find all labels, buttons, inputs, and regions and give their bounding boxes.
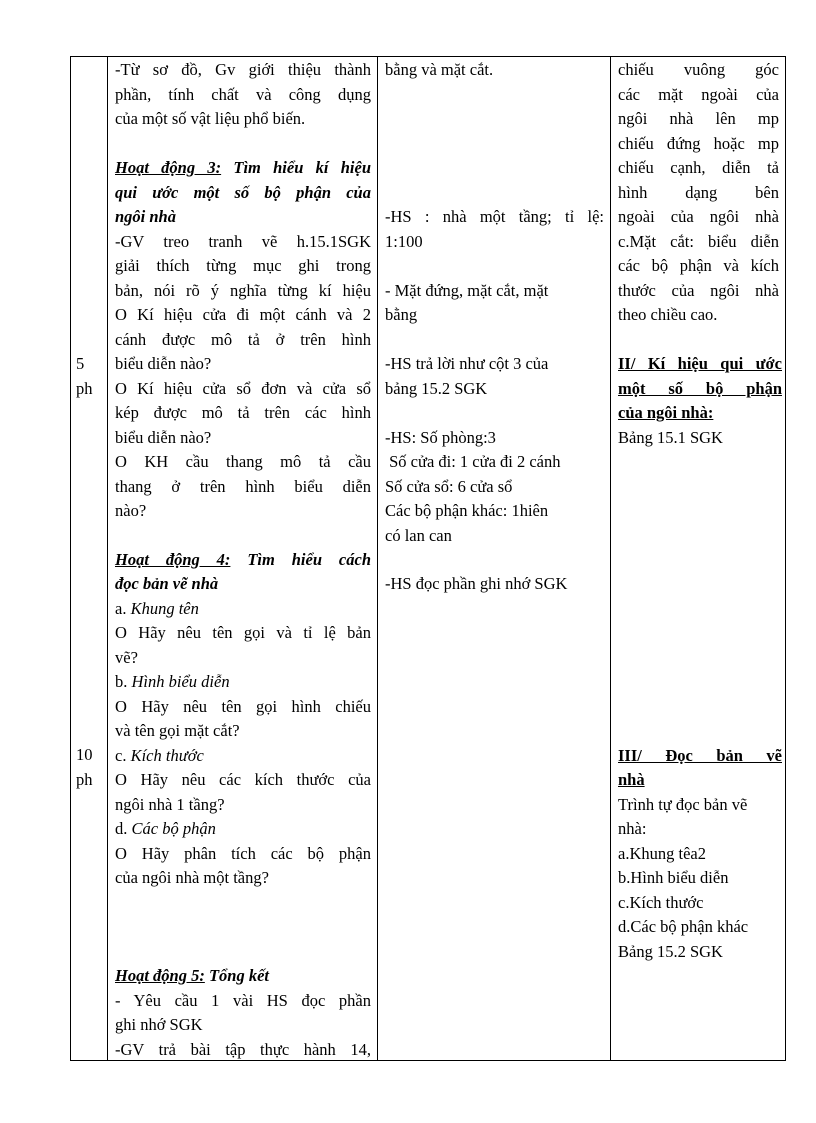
text-line: của ngôi nhà một tầng? [115, 868, 269, 887]
sub-heading-label: Khung tên [130, 599, 199, 618]
text-line: 1:100 [385, 232, 423, 251]
time-cell: 5 [76, 354, 85, 373]
activity-3-heading: ngôi nhà [115, 207, 176, 226]
activity-5-heading [115, 964, 269, 989]
text-line: có lan can [385, 526, 452, 545]
activity-3-title: Tìm hiểu kí hiệu [221, 158, 371, 177]
activity-4-title: Tìm hiểu cách [230, 550, 371, 569]
text-line: Số cửa sổ: 6 cửa sổ [385, 477, 513, 496]
column-divider [610, 56, 611, 1061]
text-line: bằng và mặt cắt. [385, 60, 494, 79]
text-line: thang ở trên hình biểu diễn [115, 477, 371, 496]
sub-heading-prefix: d. [115, 819, 132, 838]
text-line: d.Các bộ phận khác [618, 917, 749, 936]
activity-4-heading [115, 548, 371, 573]
column-divider [377, 56, 378, 1061]
text-line: ngoài của ngôi nhà [618, 207, 779, 226]
text-line: a.Khung têa2 [618, 844, 706, 863]
text-line: - Yêu cầu 1 vài HS đọc phần [115, 991, 371, 1010]
sub-heading-prefix: a. [115, 599, 131, 618]
text-line: -GV trả bài tập thực hành 14, [115, 1040, 371, 1059]
text-line: bảng 15.2 SGK [385, 379, 488, 398]
section-2-heading: của ngôi nhà: [618, 403, 714, 422]
text-line: ngôi nhà 1 tầng? [115, 795, 225, 814]
activity-4-heading: đọc bản vẽ nhà [115, 574, 219, 593]
sub-heading-label: Hình biểu diễn [131, 672, 230, 691]
text-line: nhà: [618, 819, 647, 838]
text-line: theo chiều cao. [618, 305, 718, 324]
sub-heading-label: Các bộ phận [131, 819, 216, 838]
text-line: -HS đọc phần ghi nhớ SGK [385, 574, 568, 593]
column-divider [107, 56, 108, 1061]
text-line: -HS trả lời như cột 3 của [385, 354, 549, 373]
activity-3-heading [115, 156, 371, 181]
text-line: nào? [115, 501, 147, 520]
time-cell: ph [76, 379, 93, 398]
text-line: vẽ? [115, 648, 138, 667]
table-right-border [785, 56, 786, 1061]
text-line: Các bộ phận khác: 1hiên [385, 501, 549, 520]
text-line: biểu diễn nào? [115, 354, 212, 373]
text-line: các mặt ngoài của [618, 85, 779, 104]
text-line: chiếu vuông góc [618, 60, 779, 79]
sub-heading-label: Kích thước [130, 746, 204, 765]
sub-heading-prefix: c. [115, 746, 131, 765]
text-line: c.Kích thước [618, 893, 704, 912]
text-line: ghi nhớ SGK [115, 1015, 203, 1034]
text-line: bằng [385, 305, 418, 324]
sub-heading-prefix: b. [115, 672, 132, 691]
sub-heading [115, 744, 204, 769]
text-line: Bảng 15.1 SGK [618, 428, 723, 447]
section-3-heading: III/ Đọc bản vẽ [618, 746, 782, 765]
text-line: thước của ngôi nhà [618, 281, 779, 300]
text-line: O Kí hiệu cửa đi một cánh và 2 [115, 305, 371, 324]
activity-3-heading: qui ước một số bộ phận của [115, 183, 371, 202]
text-line: hình dạng bên [618, 183, 779, 202]
text-line: Số cửa đi: 1 cửa đi 2 cánh [385, 452, 561, 471]
text-line: kép được mô tả trên các hình [115, 403, 371, 422]
text-line: -GV treo tranh vẽ h.15.1SGK [115, 232, 371, 251]
text-line: O Hãy nêu tên gọi và tỉ lệ bản [115, 623, 371, 642]
text-line: Bảng 15.2 SGK [618, 942, 723, 961]
sub-heading [115, 817, 216, 842]
text-line: -HS : nhà một tầng; tỉ lệ: [385, 207, 604, 226]
text-line: O Hãy nêu các kích thước của [115, 770, 371, 789]
text-line: - Mặt đứng, mặt cắt, mặt [385, 281, 549, 300]
activity-4-label: Hoạt động 4: [115, 550, 231, 569]
time-cell: ph [76, 770, 93, 789]
text-line: phần, tính chất và công dụng [115, 85, 371, 104]
text-line: O Hãy phân tích các bộ phận [115, 844, 371, 863]
text-line: cánh được mô tả ở trên hình [115, 330, 371, 349]
activity-3-label: Hoạt động 3: [115, 158, 222, 177]
text-line: -Từ sơ đồ, Gv giới thiệu thành [115, 60, 371, 79]
text-line: O Kí hiệu cửa sổ đơn và cửa sổ [115, 379, 371, 398]
text-line: c.Mặt cắt: biểu diễn [618, 232, 779, 251]
text-line: chiếu đứng hoặc mp [618, 134, 779, 153]
section-3-heading: nhà [618, 770, 645, 789]
text-line: O KH cầu thang mô tả cầu [115, 452, 371, 471]
text-line: các bộ phận và kích [618, 256, 779, 275]
activity-5-label: Hoạt động 5: [115, 966, 205, 985]
text-line: Trình tự đọc bản vẽ [618, 795, 748, 814]
text-line: -HS: Số phòng:3 [385, 428, 496, 447]
table-left-border [70, 56, 71, 1061]
text-line: b.Hình biểu diễn [618, 868, 729, 887]
text-line: ngôi nhà lên mp [618, 109, 779, 128]
text-line: chiếu cạnh, diễn tả [618, 158, 779, 177]
sub-heading [115, 597, 199, 622]
text-line: và tên gọi mặt cắt? [115, 721, 240, 740]
section-2-heading: II/ Kí hiệu qui ước [618, 354, 782, 373]
sub-heading [115, 670, 230, 695]
text-line: bản, nói rõ ý nghĩa từng kí hiệu [115, 281, 371, 300]
section-2-heading: một số bộ phận [618, 379, 782, 398]
text-line: giải thích từng mục ghi trong [115, 256, 371, 275]
text-line: biểu diễn nào? [115, 428, 212, 447]
time-cell: 10 [76, 745, 93, 764]
text-line: của một số vật liệu phổ biến. [115, 109, 306, 128]
text-line: O Hãy nêu tên gọi hình chiếu [115, 697, 371, 716]
activity-5-title: Tổng kết [204, 966, 270, 985]
table-top-border [70, 56, 785, 57]
